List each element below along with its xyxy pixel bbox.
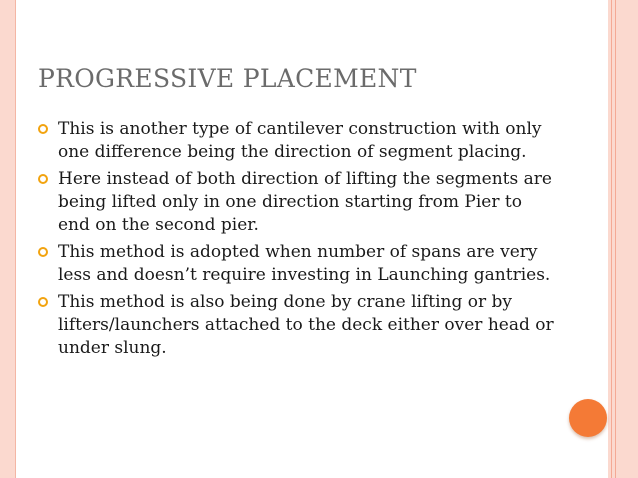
- bullet-list: [38, 118, 558, 364]
- orange-circle-icon: [569, 399, 607, 437]
- right-border-line: [615, 0, 616, 478]
- bullet-item: [38, 168, 558, 237]
- right-border-line: [611, 0, 612, 478]
- bullet-text: This method is adopted when number of spans are very less and doesn’t require investing in Launching gantries.: [58, 242, 551, 285]
- left-border-decoration: [0, 0, 16, 478]
- bullet-text: This is another type of cantilever construction with only one difference being the direction of segment placing.: [58, 119, 542, 162]
- hollow-circle-bullet-icon: [38, 124, 48, 134]
- bullet-item: [38, 118, 558, 164]
- bullet-text: This method is also being done by crane lifting or by lifters/launchers attached to the deck either over head or under slung.: [58, 292, 554, 358]
- right-border-decoration: [608, 0, 638, 478]
- bullet-item: [38, 291, 558, 360]
- bullet-item: [38, 241, 558, 287]
- bullet-text: Here instead of both direction of lifting the segments are being lifted only in one direction starting from Pier to end on the second pier.: [58, 169, 552, 235]
- hollow-circle-bullet-icon: [38, 174, 48, 184]
- hollow-circle-bullet-icon: [38, 247, 48, 257]
- slide-title: PROGRESSIVE PLACEMENT: [38, 64, 417, 93]
- hollow-circle-bullet-icon: [38, 297, 48, 307]
